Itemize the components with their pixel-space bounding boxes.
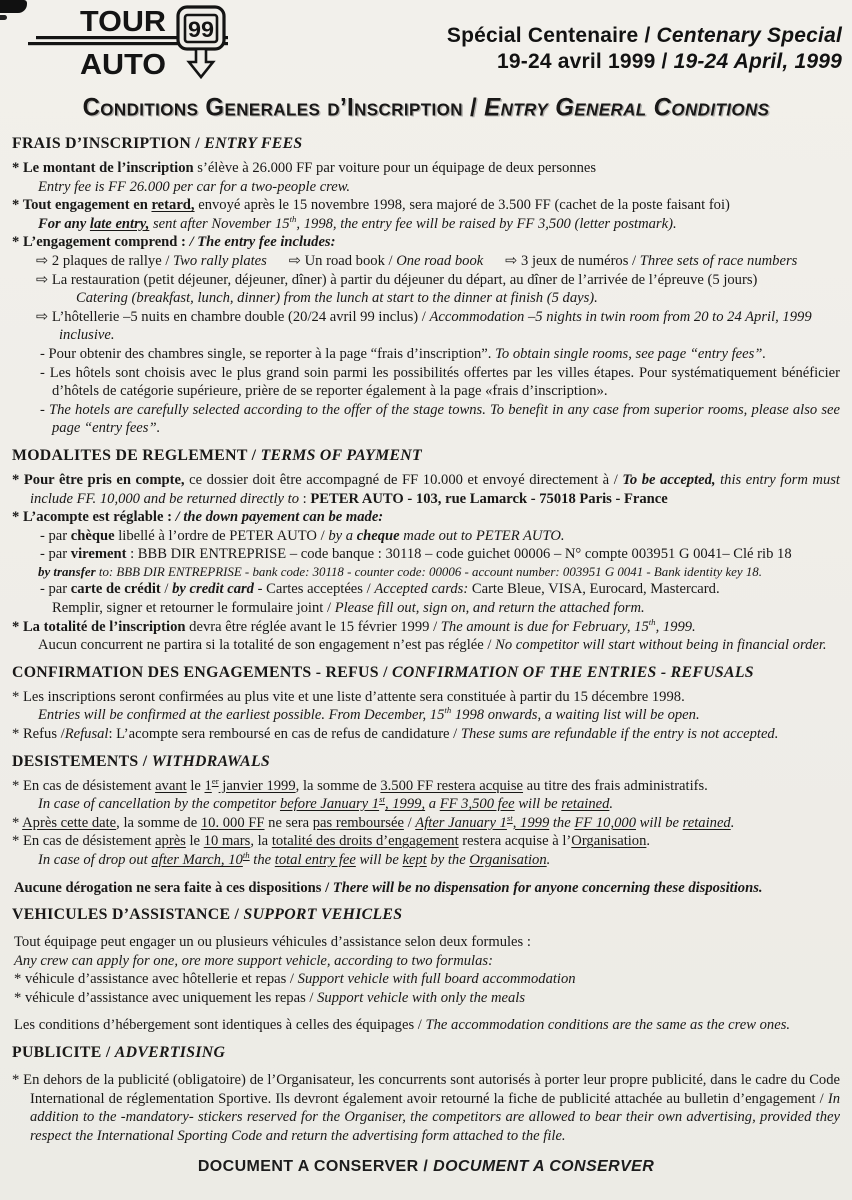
paragraph xyxy=(12,196,840,215)
text-segment: Centenary Special xyxy=(656,24,842,47)
text-segment: 10 mars xyxy=(203,833,251,850)
paragraph xyxy=(12,233,840,252)
logo-year: 99 xyxy=(188,17,214,42)
paragraph xyxy=(12,345,840,364)
text-segment: , 1998, the entry fee will be raised by FF 3,500 (letter postmark). xyxy=(296,215,677,232)
text-segment: s’élève à 26.000 FF par voiture pour un équipage de deux personnes xyxy=(197,160,597,176)
document-sections xyxy=(0,124,852,1145)
text-segment: th xyxy=(289,213,297,224)
text-segment: CONFIRMATION DES ENGAGEMENTS - REFUS / xyxy=(12,663,393,681)
text-segment: : BBB DIR ENTREPRISE – code banque : 30118 – code guichet 00006 – N° compte 003951 G 0041– Clé rib 18 xyxy=(126,546,792,563)
section xyxy=(12,906,840,1035)
text-segment: : xyxy=(302,490,311,507)
text-segment: le xyxy=(186,777,205,794)
text-segment: WITHDRAWALS xyxy=(151,752,271,770)
text-segment: will be xyxy=(636,814,683,831)
text-segment: FRAIS D’INSCRIPTION / xyxy=(12,135,205,152)
paragraph xyxy=(12,688,840,707)
text-segment: . xyxy=(730,814,735,831)
text-segment: retained xyxy=(682,814,731,831)
tour-auto-99-logo xyxy=(26,5,236,86)
text-segment: TERMS OF PAYMENT xyxy=(260,446,422,464)
text-segment: * véhicule d’assistance avec uniquement les repas / xyxy=(14,989,318,1006)
section xyxy=(12,879,840,898)
text-segment: For any xyxy=(38,215,90,232)
text-segment: th xyxy=(242,850,250,861)
text-segment: au titre des frais administratifs. xyxy=(523,777,708,794)
text-segment: 10. 000 FF xyxy=(200,814,265,831)
text-segment: to: BBB DIR ENTREPRISE - bank code: 30118 - counter code: 00006 - account number: 003951 G 0041 - Bank identity key 18. xyxy=(95,564,762,579)
text-segment: - par xyxy=(40,581,71,598)
text-segment: après xyxy=(155,833,186,850)
text-segment: before January 1 xyxy=(279,796,380,813)
text-segment: * xyxy=(12,509,23,526)
text-segment: , la somme de xyxy=(295,777,381,794)
text-segment: devra être réglée avant le 15 février 1999 / xyxy=(185,618,441,635)
text-segment: Pour être pris en compte, xyxy=(23,471,185,488)
text-segment: Three sets of race numbers xyxy=(639,252,798,269)
section xyxy=(12,753,840,870)
paragraph xyxy=(12,1071,840,1145)
text-segment: by a xyxy=(328,527,357,544)
text-segment: , 1999. xyxy=(655,618,696,635)
text-segment: ⇨ 3 jeux de numéros / xyxy=(483,252,640,269)
paragraph xyxy=(12,159,840,178)
text-segment: this entry form must include FF. 10,000 and be returned directly to xyxy=(30,471,840,507)
paragraph xyxy=(12,777,840,796)
text-segment: retained xyxy=(561,796,610,813)
text-segment: * xyxy=(12,471,24,488)
tour-auto-logo-graphic xyxy=(26,5,236,81)
paragraph xyxy=(12,795,840,814)
text-segment: * xyxy=(12,234,23,251)
paragraph xyxy=(12,364,840,401)
text-segment: restera acquise à l’ xyxy=(458,833,572,850)
text-segment: libellé à l’ordre de PETER AUTO / xyxy=(114,527,329,544)
text-segment: - par xyxy=(40,527,71,544)
text-segment: * véhicule d’assistance avec hôtellerie et repas / xyxy=(14,971,298,988)
text-segment: a xyxy=(425,796,440,813)
text-segment: , la xyxy=(250,833,272,850)
text-segment: : L’acompte sera remboursé en cas de refus de candidature / xyxy=(108,725,461,742)
text-segment: late entry, xyxy=(89,215,150,232)
paragraph xyxy=(12,725,840,744)
paragraph xyxy=(12,271,840,290)
text-segment: DOCUMENT A CONSERVER xyxy=(433,1158,655,1176)
paragraph xyxy=(12,599,840,618)
paragraph xyxy=(12,580,840,599)
text-segment: by transfer xyxy=(38,564,96,579)
text-segment: virement xyxy=(70,546,127,563)
paragraph xyxy=(12,508,840,527)
text-segment: PUBLICITE / xyxy=(12,1044,115,1062)
text-segment: After January 1 xyxy=(415,814,507,831)
paragraph xyxy=(12,527,840,546)
text-segment: totalité des droits d’engagement xyxy=(271,833,459,850)
text-segment: chèque xyxy=(70,527,115,544)
text-segment: There will be no dispensation for anyone concerning these dispositions. xyxy=(332,879,763,896)
text-segment: Aucun concurrent ne partira si la totalité de son engagement n’est pas réglée / xyxy=(38,637,496,654)
document-title xyxy=(8,93,844,122)
text-segment: ADVERTISING xyxy=(114,1044,226,1062)
text-segment: L’acompte est réglable : xyxy=(22,509,176,526)
text-segment: Spécial Centenaire / xyxy=(446,24,657,47)
paragraph xyxy=(12,970,840,989)
text-segment: Refusal xyxy=(64,725,109,742)
text-segment: * En dehors de la publicité (obligatoire) de l’Organisateur, les concurrents sont autorisés à porter leur propre publicité, dans le cadre du Code International de réglementation Sportive. Ils devront également avoir retourné la fiche de publicité attachée au bulletin d’engagement / xyxy=(12,1072,840,1107)
text-segment: * Les inscriptions seront confirmées au plus vite et une liste d’attente sera constituée à partir du 15 décembre 1998. xyxy=(12,688,685,705)
paragraph xyxy=(12,989,840,1008)
text-segment: To obtain single rooms, see page “entry fees”. xyxy=(495,345,767,362)
paragraph xyxy=(12,706,840,725)
text-segment: In addition to the -mandatory- stickers reserved for the Organiser, the competitors are allowed to bear their own advertising, provided they respect the International Sporting Code and return the advertising form attached to the file. xyxy=(30,1090,840,1144)
text-segment: / xyxy=(403,814,416,831)
text-segment: Tout équipage peut engager un ou plusieurs véhicules d’assistance selon deux formules : xyxy=(14,934,531,951)
text-segment: Organisation xyxy=(469,851,547,868)
paragraph xyxy=(12,879,840,898)
text-segment: These sums are refundable if the entry is not accepted. xyxy=(460,725,779,742)
text-segment: MODALITES DE REGLEMENT / xyxy=(12,446,261,464)
text-segment: Le montant de l’inscription xyxy=(22,160,198,176)
section-heading xyxy=(12,753,840,771)
paragraph xyxy=(12,1016,840,1035)
section-heading xyxy=(12,1044,840,1062)
text-segment: * xyxy=(12,160,23,176)
text-segment: Any crew can apply for one, ore more support vehicle, according to two formulas: xyxy=(14,952,493,969)
text-segment: FF 10,000 xyxy=(574,814,636,831)
paragraph xyxy=(12,178,840,197)
text-segment: Please fill out, sign on, and return the attached form. xyxy=(334,599,645,616)
text-segment: envoyé après le 15 novembre 1998, sera majoré de 3.500 FF (cachet de la poste faisant foi) xyxy=(194,197,730,214)
text-segment: ⇨ La restauration (petit déjeuner, déjeuner, dîner) à partir du déjeuner du départ, au dîner de l’arrivée de l’épreuve (5 jours) xyxy=(36,271,758,288)
text-segment: cheque xyxy=(356,527,400,544)
text-segment: , 1999 xyxy=(512,814,550,831)
text-segment: . xyxy=(546,851,551,868)
text-segment: / the down payement can be made: xyxy=(175,509,384,526)
text-segment: 3.500 FF restera acquise xyxy=(380,777,524,794)
text-segment: avant xyxy=(155,777,187,794)
text-segment: The amount is due for February, 15 xyxy=(440,618,649,635)
text-segment: Entry General Conditions xyxy=(484,93,770,122)
section-heading xyxy=(12,135,840,153)
text-segment: CONFIRMATION OF THE ENTRIES - REFUSALS xyxy=(392,663,754,681)
text-segment: La totalité de l’inscription xyxy=(22,618,186,635)
text-segment: - par xyxy=(40,546,71,563)
logo-word-bottom: AUTO xyxy=(80,49,166,81)
paragraph xyxy=(12,851,840,870)
text-segment: PETER AUTO - 103, rue Lamarck - 75018 Paris - France xyxy=(310,490,668,507)
text-segment: Accepted cards: xyxy=(374,581,469,598)
section xyxy=(12,447,840,655)
section-heading xyxy=(12,906,840,924)
text-segment: . xyxy=(609,796,614,813)
section xyxy=(12,135,840,438)
text-segment: er xyxy=(211,775,219,786)
text-segment: No competitor will start without being in financial order. xyxy=(495,637,827,654)
text-segment: 1998 onwards, a waiting list will be open. xyxy=(451,707,700,724)
paragraph xyxy=(12,308,840,345)
section xyxy=(12,1044,840,1145)
section-heading xyxy=(12,447,840,465)
text-segment: Entry fee is FF 26.000 per car for a two-people crew. xyxy=(38,178,351,195)
paragraph xyxy=(12,933,840,952)
paragraph xyxy=(12,401,840,438)
text-segment: ⇨ L’hôtellerie –5 nuits en chambre double (20/24 avril 99 inclus) / xyxy=(36,308,430,325)
text-segment: * En cas de désistement xyxy=(12,833,156,850)
text-segment: by the xyxy=(426,851,470,868)
text-segment: carte de crédit xyxy=(70,581,161,598)
text-segment: th xyxy=(444,705,452,716)
paragraph xyxy=(12,471,840,508)
text-segment: st xyxy=(379,794,385,805)
keep-document-notice xyxy=(0,1158,852,1176)
text-segment: kept xyxy=(402,851,427,868)
text-segment: One road book xyxy=(396,252,484,269)
text-segment: Organisation xyxy=(571,833,647,850)
paragraph xyxy=(12,618,840,637)
text-segment: 1 xyxy=(204,777,212,794)
text-segment: Après cette date xyxy=(22,814,117,831)
text-segment: the xyxy=(249,851,275,868)
text-segment: Carte Bleue, VISA, Eurocard, Mastercard. xyxy=(468,581,720,598)
text-segment: Entries will be confirmed at the earliest possible. From December, 15 xyxy=(38,707,445,724)
text-segment: Two rally plates xyxy=(173,252,267,269)
page-header xyxy=(0,0,852,90)
paragraph xyxy=(12,289,840,308)
event-subtitle-block xyxy=(447,24,842,74)
text-segment: Catering (breakfast, lunch, dinner) from the lunch at start to the dinner at finish (5 days). xyxy=(76,290,598,307)
text-segment: DOCUMENT A CONSERVER / xyxy=(197,1158,434,1176)
paragraph xyxy=(12,215,840,234)
text-segment: Aucune dérogation ne sera faite à ces dispositions / xyxy=(14,879,333,896)
section-heading xyxy=(12,664,840,682)
text-segment: the xyxy=(549,814,575,831)
paragraph xyxy=(12,545,840,564)
text-segment: DESISTEMENTS / xyxy=(12,752,152,770)
text-segment: janvier 1999 xyxy=(218,777,296,794)
text-segment: Tout engagement en xyxy=(22,197,152,214)
text-segment: sent after November 15 xyxy=(149,215,290,232)
text-segment: Support vehicle with full board accommodation xyxy=(297,971,576,988)
text-segment: th xyxy=(648,616,656,627)
text-segment: To be accepted, xyxy=(622,471,716,488)
paragraph xyxy=(12,814,840,833)
paragraph xyxy=(12,636,840,655)
text-segment: L’engagement comprend : xyxy=(22,234,190,251)
text-segment: , la somme de xyxy=(116,814,201,831)
text-segment: Remplir, signer et retourner le formulaire joint / xyxy=(52,599,335,616)
paragraph xyxy=(12,252,840,271)
text-segment: ne sera xyxy=(264,814,313,831)
text-segment: Les conditions d’hébergement sont identiques à celles des équipages / xyxy=(14,1017,426,1034)
text-segment: * Refus / xyxy=(12,725,65,742)
text-segment: will be xyxy=(355,851,403,868)
text-segment: / xyxy=(160,581,173,598)
text-segment: . xyxy=(646,833,651,850)
logo-down-arrow xyxy=(189,49,213,77)
text-segment: The accommodation conditions are the same as the crew ones. xyxy=(425,1017,791,1034)
text-segment: In case of drop out xyxy=(38,851,152,868)
text-segment: ⇨ 2 plaques de rallye / xyxy=(36,252,174,269)
text-segment: will be xyxy=(514,796,562,813)
text-segment: pas remboursée xyxy=(312,814,404,831)
text-segment: * xyxy=(12,814,23,831)
text-segment: Conditions Generales d’Inscription / xyxy=(82,93,485,122)
text-segment: / The entry fee includes: xyxy=(189,234,336,251)
text-segment: total entry fee xyxy=(274,851,356,868)
text-segment: FF 3,500 fee xyxy=(439,796,515,813)
text-segment: * xyxy=(12,197,23,214)
event-subtitle xyxy=(447,24,842,48)
text-segment: ce dossier doit être accompagné de FF 10.000 et envoyé directement à / xyxy=(184,471,623,488)
paragraph xyxy=(12,832,840,851)
text-segment: , 1999, xyxy=(384,796,426,813)
paragraph xyxy=(12,564,840,581)
text-segment: - The hotels are carefully selected according to the offer of the stage towns. To benefit in any case from superior rooms, please also see page “entry fees”. xyxy=(40,401,840,437)
text-segment: retard, xyxy=(151,197,195,214)
text-segment: - Pour obtenir des chambres single, se reporter à la page “frais d’inscription”. xyxy=(40,345,496,362)
text-segment: le xyxy=(185,833,204,850)
logo-word-top: TOUR xyxy=(80,6,167,38)
text-segment: ENTRY FEES xyxy=(204,135,303,152)
event-dates xyxy=(447,50,842,74)
paragraph xyxy=(12,952,840,971)
text-segment: st xyxy=(506,812,513,823)
section xyxy=(12,664,840,744)
text-segment: after March, 10 xyxy=(151,851,243,868)
text-segment: In case of cancellation by the competitor xyxy=(38,796,280,813)
text-segment: 19-24 avril 1999 / xyxy=(497,50,674,73)
text-segment: made out to PETER AUTO. xyxy=(399,527,565,544)
text-segment: * En cas de désistement xyxy=(12,777,156,794)
text-segment: SUPPORT VEHICLES xyxy=(243,906,403,924)
text-segment: ⇨ Un road book / xyxy=(266,252,397,269)
text-segment: Accommodation –5 nights in twin room from 20 to 24 April, 1999 inclusive. xyxy=(59,308,812,344)
text-segment: by credit card xyxy=(172,581,254,598)
text-segment: * xyxy=(12,618,23,635)
text-segment: - Les hôtels sont choisis avec le plus grand soin parmi les possibilités offertes par les villes étapes. Pour systématiquement bénéficier d’hôtels de catégorie supérieure, prière de se reporter également à la page «frais d’inscription». xyxy=(40,364,840,400)
text-segment: Support vehicle with only the meals xyxy=(317,989,526,1006)
text-segment: 19-24 April, 1999 xyxy=(673,50,842,73)
text-segment: VEHICULES D’ASSISTANCE / xyxy=(12,906,244,924)
text-segment: - Cartes acceptées / xyxy=(253,581,375,598)
